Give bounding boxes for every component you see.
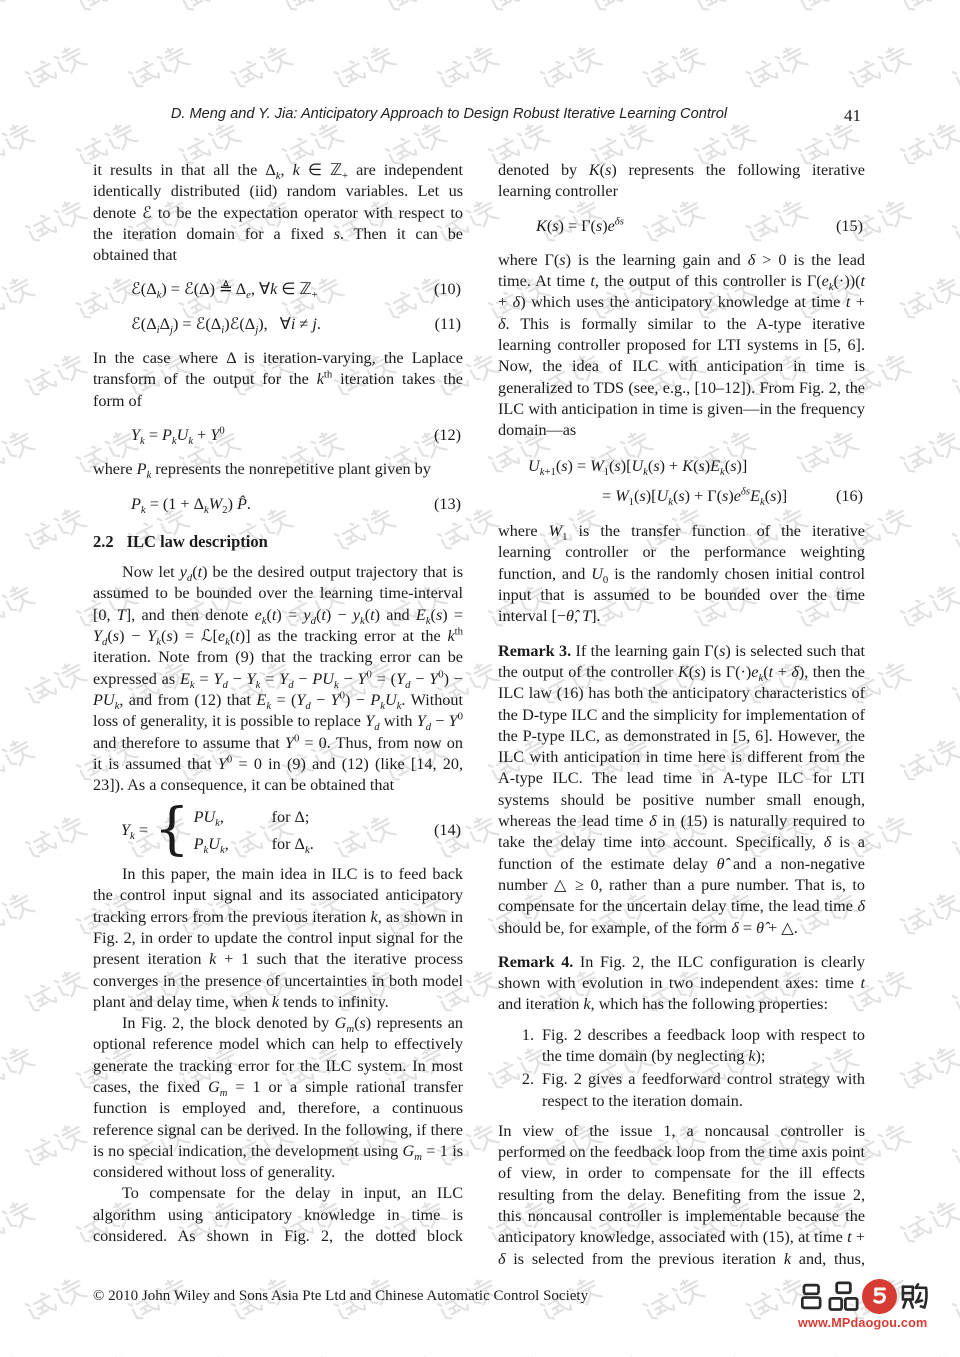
equation-11 (93, 314, 463, 335)
equation-number: (13) (434, 494, 461, 513)
equation-body (528, 456, 828, 508)
paragraph: denoted by K(s) represents the following iterative learning controller (498, 161, 865, 201)
list-item (512, 1025, 865, 1068)
equation-body (121, 797, 426, 863)
logo-char-dao-icon (866, 1283, 893, 1310)
equation-number: (10) (434, 280, 461, 299)
equation-14 (93, 797, 463, 863)
equation-body: $K(s) = \Gamma(s)e^{\delta s}$ (536, 215, 624, 235)
right-column (498, 160, 865, 1270)
paragraph: To compensate for the delay in input, an ILC algorithm using anticipatory knowledge in time is considered. As shown in Fig. 2, the dotted block (93, 1184, 463, 1246)
page-number: 41 (844, 106, 861, 125)
section-heading (93, 531, 463, 552)
paragraph: In this paper, the main idea in ILC is to feed back the control input signal and its associated anticipatory tracking errors from the previous iteration k, as shown in Fig. 2, in order to update the control input signal for the present iteration k + 1 such that the iterative process converges in the presence of uncertainties in both model plant and delay time, when k tends to infinity. (93, 865, 463, 1011)
copyright-notice: © 2010 John Wiley and Sons Asia Pte Ltd and Chinese Automatic Control Society (93, 1288, 589, 1304)
section-title: ILC law description (126, 531, 268, 551)
paragraph: In Fig. 2, the block denoted by $G_m(s)$ represents an optional reference model which can help to effectively generate the tracking error for the ILC system. In most cases, the fixed $G_m = 1$ or a simple rational transfer function is employed and, therefore, a continuous reference signal can be derived. In the following, if there is no special indication, the development using $G_m = 1$ is considered without loss of generality. (93, 1014, 464, 1182)
remark-4 (498, 952, 865, 1016)
equation-15 (498, 216, 865, 237)
logo-char-gou-icon (900, 1281, 929, 1312)
logo-red-circle (862, 1279, 897, 1314)
remark-body: If the learning gain Γ(s) is selected such that the output of the controller K(s) is $\Gamma(\cdot)e_k(t + \delta)$, then the ILC law (16) has both the anticipatory characteristics of the D-type ILC and the simplicity for implementation of the P-type ILC, as demonstrated in [5, 6]. However, the ILC with anticipation in time here is different from the A-type ILC. The lead time in A-type ILC for LTI systems should be positive number small enough, whereas the lead time δ in (15) is naturally required to take the delay time into account. Specifically, δ is a function of the estimate delay θ̂ and a non-negative number △ ≥ 0, rather than a pure number. That is, to compensate for the uncertain delay time, the lead time δ should be, for example, of the form δ = θ̂ + △. (498, 641, 866, 937)
list-item-number: 2. (521, 1070, 534, 1089)
logo-char-ming-icon (798, 1281, 825, 1312)
remark-body: In Fig. 2, the ILC configuration is clearly shown with evolution in two independent axes: time t and iteration k, which has the following properties: (498, 952, 865, 1014)
equation-10 (93, 279, 463, 300)
cases-rows (194, 807, 314, 854)
running-title: D. Meng and Y. Jia: Anticipatory Approach to Design Robust Iterative Learning Control (170, 106, 728, 122)
remark-label: Remark 3. (498, 641, 572, 660)
paragraph: it results in that all the $\Delta_k$, k ∈ ℤ$_+$ are independent identically distributed (iid) random variables. Let us denote ℰ to be the expectation operator with respect to the iteration domain for a fixed s. Then it can be obtained that (93, 161, 464, 265)
remark-label: Remark 4. (498, 952, 574, 971)
equation-line: $U_{k+1}(s) = W_1(s)[U_k(s) + K(s)E_k(s)]$ (528, 456, 748, 478)
paragraph: where Γ(s) is the learning gain and δ > 0 is the lead time. At time t, the output of this controller is $\Gamma(e_k(\cdot))(t + \delta)$ which uses the anticipatory knowledge at time t + δ. This is formally similar to the A-type iterative learning controller proposed for LTI systems in [5, 6]. Now, the idea of ILC with anticipation in time is generalized to TDS (see, e.g., [10–12]). From Fig. 2, the ILC with anticipation in time is given—in the frequency domain—as (498, 250, 865, 440)
paragraph: where $W_1$ is the transfer function of the iterative learning controller or the performance weighting function, and $U_0$ is the randomly chosen initial control input that is assumed to be bounded over the time interval [−θ̂, T]. (498, 522, 865, 626)
equation-12 (93, 425, 463, 446)
section-number: 2.2 (93, 531, 114, 551)
case-row: $P_kU_k$, for $\Delta_k$. (193, 834, 314, 856)
case-row: $PU_k$, for Δ; (193, 807, 310, 829)
left-column (93, 160, 463, 1270)
logo-url: www.MPdaogou.com (798, 1316, 928, 1330)
logo-char-pin-icon (828, 1281, 859, 1312)
remark4-list (498, 1025, 865, 1112)
equation-body: $ℰ(\Delta_i\Delta_j)$ = $ℰ(\Delta_i)ℰ(\Delta_j)$, ∀i ≠ j. (131, 314, 321, 337)
paragraph: Now let $y_d(t)$ be the desired output trajectory that is assumed to be bounded over the learning time-interval [0, T], and then denote $e_k(t) = y_d(t) - y_k(t)$ and $E_k(s) = Y_d(s) - Y_k(s)$ = $ℒ[e_k(t)]$ as the tracking error at the $k^{th}$ iteration. Note from (9) that the tracking error can be expressed as $E_k = Y_d - Y_k = Y_d - PU_k - Y^0 = (Y_d - Y^0) - PU_k$, and from (12) that $E_k = (Y_d - Y^0) - P_kU_k$. Without loss of generality, it is possible to replace $Y_d$ with $Y_d - Y^0$ and therefore to assume that $Y^0 = 0$. Thus, from now on it is assumed that $Y^0 = 0$ in (9) and (12) (like [14, 20, 23]). As a consequence, it can be obtained that (93, 563, 464, 795)
equation-body: $P_k = (1 + \Delta_kW_2)$ P̂. (131, 494, 251, 516)
equation-body: $ℰ(\Delta_k)$ = ℰ(Δ) ≜ $\Delta_e$, ∀k ∈ ℤ$_+$ (131, 280, 318, 302)
site-logo (798, 1279, 936, 1330)
page-header (93, 106, 865, 128)
list-item (512, 1069, 865, 1112)
paragraph: In the case where Δ is iteration-varying, the Laplace transform of the output for the $k^{th}$ iteration takes the form of (93, 349, 463, 410)
equation-number: (12) (434, 425, 461, 444)
list-item-number: 1. (521, 1025, 534, 1044)
equation-13 (93, 494, 463, 515)
list-item-text: Fig. 2 describes a feedback loop with respect to the time domain (by neglecting k); (542, 1025, 865, 1065)
paragraph: where $P_k$ represents the nonrepetitive plant given by (93, 460, 431, 482)
equation-16 (498, 456, 865, 508)
cases-lhs: $Y_k$ = (121, 820, 148, 842)
paragraph: In view of the issue 1, a noncausal controller is performed on the feedback loop from the time axis point of view, in order to compensate for the ill effects resulting from the delay. Benefiting from the issue 2, this noncausal controller is implementable because the anticipatory knowledge, associated with (15), at time t + δ is selected from the previous iteration k and, thus, (498, 1121, 865, 1268)
equation-line: = $W_1(s)[U_k(s) + \Gamma(s)e^{\delta s}E_k(s)]$ (602, 485, 788, 509)
equation-number: (11) (434, 314, 461, 333)
equation-body: $Y_k = P_kU_k + Y^0$ (131, 424, 225, 448)
equation-number: (14) (434, 820, 461, 839)
logo-characters (798, 1279, 936, 1314)
equation-number: (16) (836, 486, 863, 505)
equation-number: (15) (836, 216, 863, 235)
list-item-text: Fig. 2 gives a feedforward control strategy with respect to the iteration domain. (542, 1070, 865, 1110)
cases-brace: { (153, 797, 190, 863)
two-column-body (93, 160, 865, 1270)
remark-3 (498, 641, 865, 939)
